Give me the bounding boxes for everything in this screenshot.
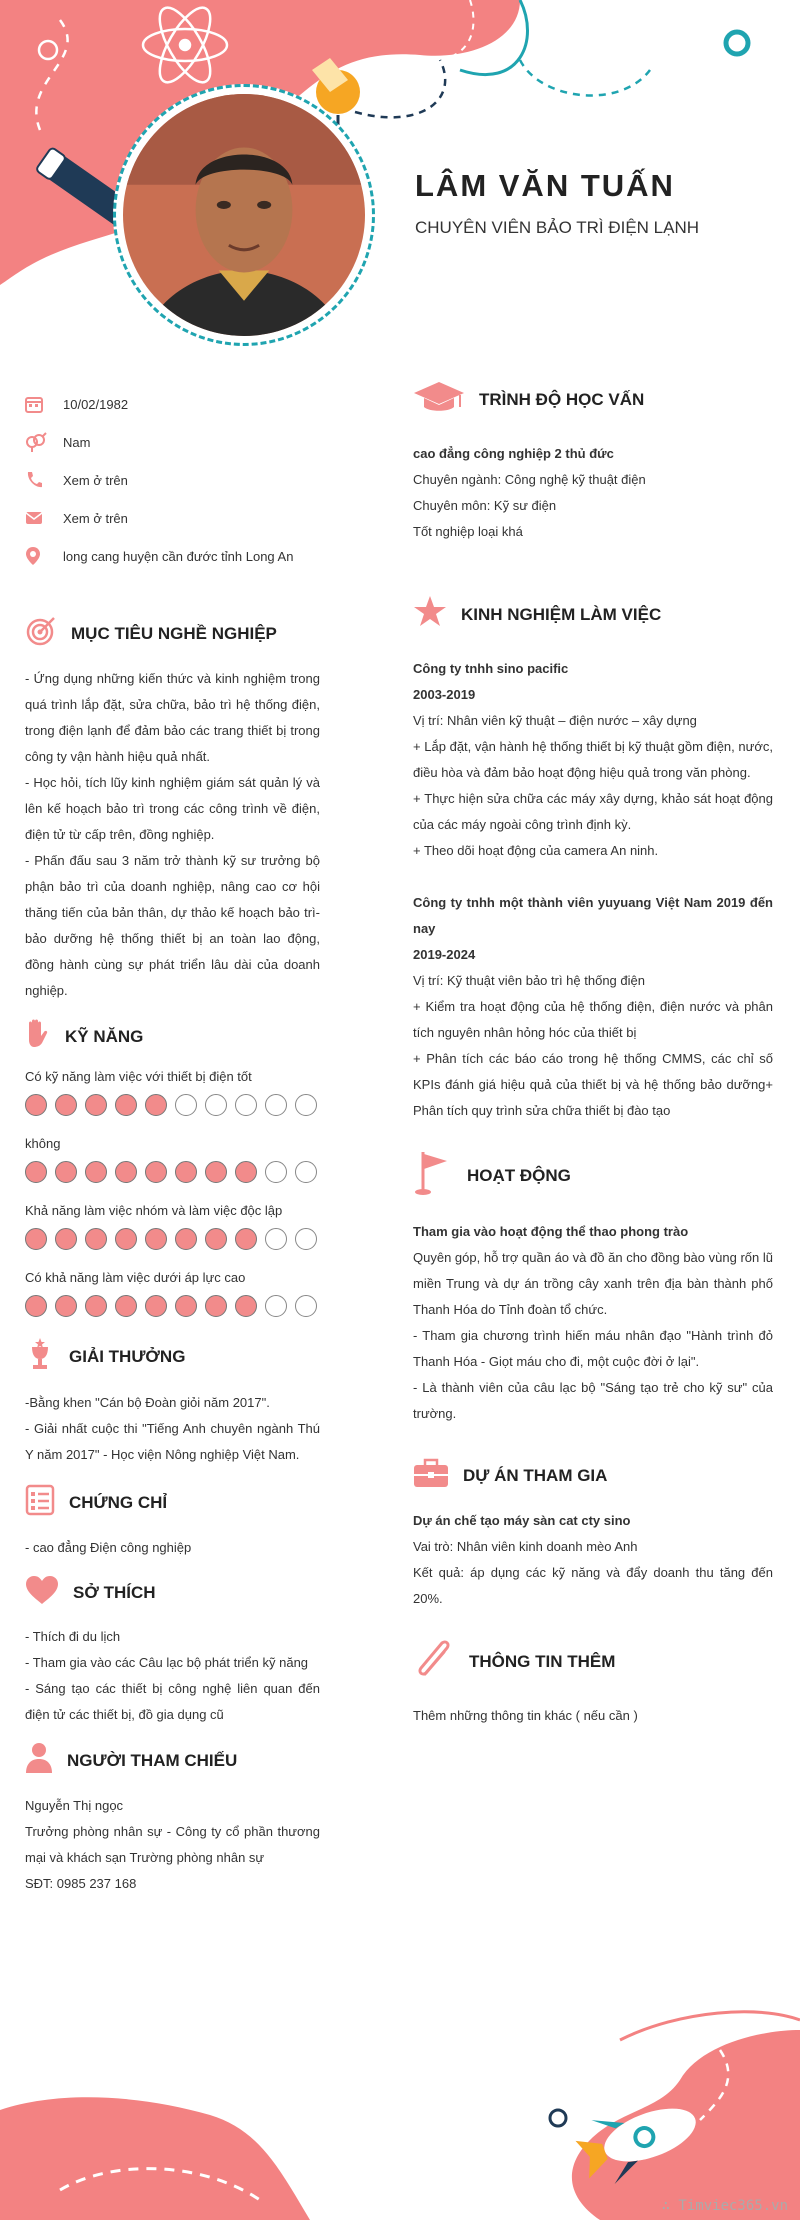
rating-dot-filled xyxy=(235,1228,257,1250)
rating-dot-filled xyxy=(85,1161,107,1183)
section-title: MỤC TIÊU NGHỀ NGHIỆP xyxy=(71,623,277,643)
objective-line: - Ứng dụng những kiến thức và kinh nghiệm trong quá trình lắp đặt, sửa chữa, bảo trì hệ thống điện, trong điện lạnh để đảm bảo các trang thiết bị trong công ty vận hành hiệu quả nhất. xyxy=(25,671,320,764)
rating-dot-filled xyxy=(115,1094,137,1116)
section-title: SỞ THÍCH xyxy=(73,1582,156,1602)
education-line: Tốt nghiệp loại khá xyxy=(413,524,523,539)
section-title: GIẢI THƯỞNG xyxy=(69,1346,186,1366)
objective-line: - Phấn đấu sau 3 năm trở thành kỹ sư trưởng bộ phận bảo trì của doanh nghiệp, nâng cao cơ hội thăng tiến của bản thân, dự thảo kế hoạch bảo trì- bảo dưỡng hệ thống thiết bị an toàn lao động, đồng hành cùng sự phát triển lâu dài của doanh nghiệp. xyxy=(25,853,320,998)
certificates-line: - cao đẳng Điện công nghiệp xyxy=(25,1540,192,1555)
contact-value: long cang huyện cần đước tỉnh Long An xyxy=(63,548,294,564)
skills-list xyxy=(25,1069,320,1317)
rating-dot-empty xyxy=(175,1094,197,1116)
graduation-cap-icon xyxy=(413,380,465,419)
job-entry xyxy=(413,890,773,1124)
rating-dot-filled xyxy=(115,1295,137,1317)
projects-section xyxy=(413,1457,773,1612)
references-section xyxy=(25,1742,320,1897)
job-entry xyxy=(413,656,773,864)
avatar xyxy=(123,94,365,336)
activities-header xyxy=(413,1150,773,1201)
job-line: Vị trí: Nhân viên kỹ thuật – điện nước – xây dựng xyxy=(413,713,697,728)
education-line: Chuyên môn: Kỹ sư điện xyxy=(413,498,557,513)
rating-dot-filled xyxy=(25,1161,47,1183)
right-column xyxy=(413,380,773,1729)
rating-dot-filled xyxy=(235,1161,257,1183)
extra-info-section xyxy=(413,1638,773,1729)
rating-dot-empty xyxy=(295,1295,317,1317)
rating-dot-filled xyxy=(25,1094,47,1116)
job-company: Công ty tnhh sino pacific xyxy=(413,661,569,676)
location-icon xyxy=(25,546,55,566)
rating-dot-filled xyxy=(145,1228,167,1250)
section-title: KINH NGHIỆM LÀM VIỆC xyxy=(461,604,662,624)
skill-rating xyxy=(25,1161,320,1183)
objective-header xyxy=(25,615,320,652)
projects-line: Kết quả: áp dụng các kỹ năng và đẩy doanh thu tăng đến 20%. xyxy=(413,1565,773,1606)
certificates-section xyxy=(25,1484,320,1561)
section-title: CHỨNG CHỈ xyxy=(69,1492,168,1512)
contact-value: Nam xyxy=(63,434,91,450)
trophy-icon xyxy=(25,1337,55,1376)
contact-address xyxy=(25,537,320,575)
watermark: ∴ Timviec365.vn xyxy=(661,2198,788,2214)
awards-line: -Bằng khen "Cán bộ Đoàn giỏi năm 2017". xyxy=(25,1395,270,1410)
rating-dot-filled xyxy=(145,1161,167,1183)
contact-phone xyxy=(25,461,320,499)
contact-info xyxy=(25,385,320,575)
education-school xyxy=(413,441,773,467)
extra-line: Thêm những thông tin khác ( nếu cần ) xyxy=(413,1708,638,1723)
rating-dot-empty xyxy=(265,1228,287,1250)
job-line: + Thực hiện sửa chữa các máy xây dựng, khảo sát hoạt động của các máy ngoài công trình định kỳ. xyxy=(413,791,773,832)
hobbies-section xyxy=(25,1575,320,1728)
section-title: NGƯỜI THAM CHIẾU xyxy=(67,1750,238,1770)
contact-value: Xem ở trên xyxy=(63,472,128,488)
activities-heading: Tham gia vào hoạt động thể thao phong trào xyxy=(413,1224,689,1239)
rating-dot-empty xyxy=(265,1161,287,1183)
rating-dot-filled xyxy=(175,1295,197,1317)
projects-header xyxy=(413,1457,773,1494)
job-company: Công ty tnhh một thành viên yuyuang Việt Nam 2019 đến nay xyxy=(413,895,773,936)
rating-dot-filled xyxy=(55,1161,77,1183)
objective-line: - Học hỏi, tích lũy kinh nghiệm giám sát quản lý và lên kế hoạch bảo trì trong các công trình về điện, điện tử từ cấp trên, đồng nghiệp. xyxy=(25,775,320,842)
rating-dot-filled xyxy=(25,1295,47,1317)
target-icon xyxy=(25,615,57,652)
rating-dot-empty xyxy=(205,1094,227,1116)
certificate-icon xyxy=(25,1484,55,1521)
paperclip-icon xyxy=(413,1638,455,1685)
calendar-icon xyxy=(25,395,55,413)
job-period: 2019-2024 xyxy=(413,947,476,962)
job-period: 2003-2019 xyxy=(413,687,476,702)
skill-rating xyxy=(25,1228,320,1250)
job-line: + Lắp đặt, vận hành hệ thống thiết bị kỹ thuật gồm điện, nước, điều hòa và đảm bảo hoạt động hiệu quả trong văn phòng. xyxy=(413,739,773,780)
rating-dot-filled xyxy=(25,1228,47,1250)
hobbies-line: - Thích đi du lịch xyxy=(25,1629,121,1644)
flag-icon xyxy=(413,1150,453,1201)
section-title: THÔNG TIN THÊM xyxy=(469,1651,616,1671)
activities-line: Quyên góp, hỗ trợ quần áo và đồ ăn cho đồng bào vùng rốn lũ miền Trung và dự án trồng cây xanh trên địa bàn thành phố Thanh Hóa do Tỉnh đoàn tổ chức. xyxy=(413,1250,773,1317)
certificates-header xyxy=(25,1484,320,1521)
rating-dot-filled xyxy=(115,1228,137,1250)
rating-dot-filled xyxy=(145,1295,167,1317)
skills-header xyxy=(25,1018,320,1055)
profile-photo-frame xyxy=(113,84,375,346)
hobbies-header xyxy=(25,1575,320,1610)
star-icon xyxy=(413,595,447,634)
references-line: Nguyễn Thị ngọc xyxy=(25,1798,124,1813)
projects-heading: Dự án chế tạo máy sàn cat cty sino xyxy=(413,1513,631,1528)
rating-dot-filled xyxy=(175,1228,197,1250)
education-section xyxy=(413,380,773,545)
hand-icon xyxy=(25,1018,51,1055)
contact-value: 10/02/1982 xyxy=(63,396,129,412)
section-title: DỰ ÁN THAM GIA xyxy=(463,1465,608,1485)
rating-dot-empty xyxy=(265,1295,287,1317)
experience-header xyxy=(413,595,773,634)
footer-decoration xyxy=(0,1990,800,2220)
profile-photo xyxy=(123,94,365,336)
skill-name: không xyxy=(25,1136,61,1151)
gender-icon xyxy=(25,432,55,452)
rating-dot-empty xyxy=(295,1094,317,1116)
experience-section xyxy=(413,595,773,1124)
awards-line: - Giải nhất cuộc thi "Tiếng Anh chuyên ngành Thú Y năm 2017" - Học viện Nông nghiệp Việt Nam. xyxy=(25,1421,320,1462)
section-title: TRÌNH ĐỘ HỌC VẤN xyxy=(479,389,645,409)
heart-icon xyxy=(25,1575,59,1610)
rating-dot-filled xyxy=(55,1295,77,1317)
activities-line: - Tham gia chương trình hiến máu nhân đạo "Hành trình đỏ Thanh Hóa - Giọt máu cho đi, một cuộc đời ở lại". xyxy=(413,1328,773,1369)
section-title: HOẠT ĐỘNG xyxy=(467,1165,571,1185)
school-name: cao đẳng công nghiệp 2 thủ đức xyxy=(413,446,614,461)
rating-dot-filled xyxy=(205,1161,227,1183)
rating-dot-filled xyxy=(85,1228,107,1250)
references-line: Trưởng phòng nhân sự - Công ty cổ phần thương mại và khách sạn Trường phòng nhân sự xyxy=(25,1824,320,1865)
rating-dot-filled xyxy=(55,1094,77,1116)
hobbies-line: - Tham gia vào các Câu lạc bộ phát triển kỹ năng xyxy=(25,1655,309,1670)
education-line: Chuyên ngành: Công nghệ kỹ thuật điện xyxy=(413,472,646,487)
left-column xyxy=(25,385,320,1897)
contact-email xyxy=(25,499,320,537)
contact-value: Xem ở trên xyxy=(63,510,128,526)
awards-header xyxy=(25,1337,320,1376)
candidate-job-title: CHUYÊN VIÊN BẢO TRÌ ĐIỆN LẠNH xyxy=(415,218,700,237)
activities-section xyxy=(413,1150,773,1427)
skill-name: Có kỹ năng làm việc với thiết bị điện tốt xyxy=(25,1069,252,1084)
person-icon xyxy=(25,1742,53,1779)
job-line: + Theo dõi hoạt động của camera An ninh. xyxy=(413,843,659,858)
contact-birthdate xyxy=(25,385,320,423)
awards-section xyxy=(25,1337,320,1468)
skill-name: Có khả năng làm việc dưới áp lực cao xyxy=(25,1270,246,1285)
rating-dot-filled xyxy=(205,1228,227,1250)
projects-line: Vai trò: Nhân viên kinh doanh mèo Anh xyxy=(413,1539,638,1554)
job-line: + Phân tích các báo cáo trong hệ thống CMMS, các chỉ số KPIs đánh giá hiệu quả của thiết bị và hệ thống bảo dưỡng+ Phân tích quy trình sửa chữa thiết bị đào tạo xyxy=(413,1051,773,1118)
rating-dot-empty xyxy=(235,1094,257,1116)
rating-dot-filled xyxy=(175,1161,197,1183)
hobbies-line: - Sáng tạo các thiết bị công nghệ liên quan đến điện tử các thiết bị, đồ gia dụng cũ xyxy=(25,1681,320,1722)
objective-section xyxy=(25,615,320,1004)
candidate-name: LÂM VĂN TUẤN xyxy=(415,168,675,203)
references-line: SĐT: 0985 237 168 xyxy=(25,1876,137,1891)
contact-gender xyxy=(25,423,320,461)
skill-name: Khả năng làm việc nhóm và làm việc độc lập xyxy=(25,1203,283,1218)
rating-dot-empty xyxy=(265,1094,287,1116)
references-header xyxy=(25,1742,320,1779)
activities-line: - Là thành viên của câu lạc bộ "Sáng tạo trẻ cho kỹ sư" của trường. xyxy=(413,1380,773,1421)
rating-dot-empty xyxy=(295,1161,317,1183)
extra-info-header xyxy=(413,1638,773,1685)
rating-dot-filled xyxy=(85,1295,107,1317)
job-line: + Kiểm tra hoạt động của hệ thống điện, điện nước và phân tích nguyên nhân hỏng hóc của thiết bị xyxy=(413,999,773,1040)
phone-icon xyxy=(25,471,55,489)
mail-icon xyxy=(25,510,55,526)
skills-section xyxy=(25,1018,320,1317)
rating-dot-filled xyxy=(115,1161,137,1183)
skill-rating xyxy=(25,1295,320,1317)
section-title: KỸ NĂNG xyxy=(65,1026,144,1046)
watermark-text: Timviec365.vn xyxy=(678,2198,788,2214)
rating-dot-filled xyxy=(235,1295,257,1317)
skill-rating xyxy=(25,1094,320,1116)
job-line: Vị trí: Kỹ thuật viên bảo trì hệ thống điện xyxy=(413,973,645,988)
rating-dot-filled xyxy=(85,1094,107,1116)
rating-dot-empty xyxy=(295,1228,317,1250)
rating-dot-filled xyxy=(205,1295,227,1317)
rating-dot-filled xyxy=(55,1228,77,1250)
rating-dot-filled xyxy=(145,1094,167,1116)
briefcase-icon xyxy=(413,1457,449,1494)
education-header xyxy=(413,380,773,419)
